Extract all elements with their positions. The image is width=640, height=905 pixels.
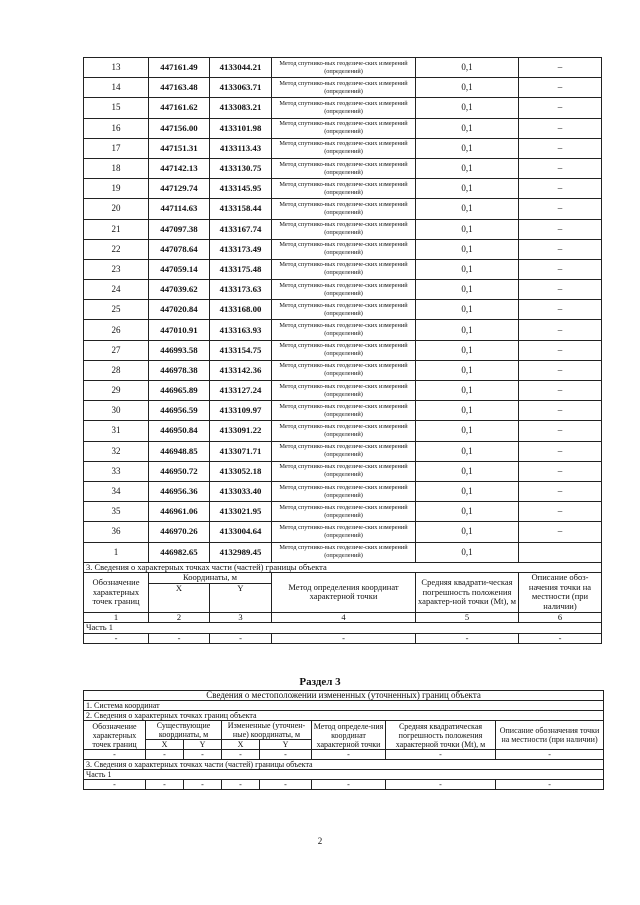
point-number: 18 [84, 158, 149, 178]
coord-x: 446956.36 [149, 481, 210, 501]
method-cell: Метод спутнико-вых геодезиче-ских измерений (определений) [272, 78, 416, 98]
coord-y: 4133173.49 [210, 239, 272, 259]
accuracy-cell: 0,1 [416, 441, 519, 461]
method-cell: Метод спутнико-вых геодезиче-ских измерений (определений) [272, 280, 416, 300]
coord-x: 446978.38 [149, 360, 210, 380]
point-number: 30 [84, 401, 149, 421]
table-row [84, 219, 602, 239]
header-method: Метод определения координат характерной точки [272, 573, 416, 613]
table-row [84, 441, 602, 461]
coord-x: 447097.38 [149, 219, 210, 239]
accuracy-cell: 0,1 [416, 158, 519, 178]
description-cell: – [519, 522, 602, 542]
coord-x: 447039.62 [149, 280, 210, 300]
empty-cell: - [149, 633, 210, 644]
accuracy-cell: 0,1 [416, 179, 519, 199]
coord-x: 447151.31 [149, 138, 210, 158]
s3-empty: - [84, 780, 146, 790]
table-row [84, 542, 602, 562]
coordinates-rows [84, 58, 602, 563]
s3-empty: - [84, 750, 146, 760]
description-cell: – [519, 461, 602, 481]
description-cell [519, 542, 602, 562]
point-number: 22 [84, 239, 149, 259]
coord-x: 447156.00 [149, 118, 210, 138]
parts-section [84, 562, 602, 644]
method-cell: Метод спутнико-вых геодезиче-ских измерений (определений) [272, 259, 416, 279]
coord-x: 447142.13 [149, 158, 210, 178]
s3-part-label: Часть 1 [84, 770, 604, 780]
point-number: 16 [84, 118, 149, 138]
point-number: 14 [84, 78, 149, 98]
description-cell: – [519, 98, 602, 118]
section3-table [83, 690, 604, 790]
table-row [84, 158, 602, 178]
table-row [84, 381, 602, 401]
description-cell: – [519, 381, 602, 401]
table-row [84, 522, 602, 542]
s3-empty: - [222, 750, 260, 760]
point-number: 19 [84, 179, 149, 199]
method-cell: Метод спутнико-вых геодезиче-ских измерений (определений) [272, 199, 416, 219]
coord-x: 446961.06 [149, 502, 210, 522]
accuracy-cell: 0,1 [416, 118, 519, 138]
method-cell: Метод спутнико-вых геодезиче-ских измерений (определений) [272, 98, 416, 118]
table-row [84, 98, 602, 118]
description-cell: – [519, 259, 602, 279]
coord-x: 447078.64 [149, 239, 210, 259]
accuracy-cell: 0,1 [416, 401, 519, 421]
coord-y: 4133071.71 [210, 441, 272, 461]
method-cell: Метод спутнико-вых геодезиче-ских измерений (определений) [272, 461, 416, 481]
s3-h-point: Обозначение характерных точек границ [84, 721, 146, 750]
col-num-1: 1 [84, 612, 149, 623]
accuracy-cell: 0,1 [416, 522, 519, 542]
accuracy-cell: 0,1 [416, 138, 519, 158]
coord-x: 447059.14 [149, 259, 210, 279]
description-cell: – [519, 118, 602, 138]
empty-cell: - [416, 633, 519, 644]
method-cell: Метод спутнико-вых геодезиче-ских измерений (определений) [272, 542, 416, 562]
point-number: 32 [84, 441, 149, 461]
accuracy-cell: 0,1 [416, 320, 519, 340]
s3-h-accuracy: Средняя квадратическая погрешность положения характерной точки (Мt), м [386, 721, 496, 750]
s3-empty: - [260, 780, 312, 790]
accuracy-cell: 0,1 [416, 421, 519, 441]
point-number: 33 [84, 461, 149, 481]
accuracy-cell: 0,1 [416, 360, 519, 380]
method-cell: Метод спутнико-вых геодезиче-ских измерений (определений) [272, 441, 416, 461]
boundary-points-row: 2. Сведения о характерных точках границ объекта [84, 711, 604, 721]
coord-x: 446950.72 [149, 461, 210, 481]
coord-y: 4133004.64 [210, 522, 272, 542]
description-cell: – [519, 441, 602, 461]
coord-y: 4133091.22 [210, 421, 272, 441]
empty-cell: - [84, 633, 149, 644]
coord-x: 446956.59 [149, 401, 210, 421]
method-cell: Метод спутнико-вых геодезиче-ских измерений (определений) [272, 502, 416, 522]
description-cell: – [519, 320, 602, 340]
accuracy-cell: 0,1 [416, 259, 519, 279]
method-cell: Метод спутнико-вых геодезиче-ских измерений (определений) [272, 421, 416, 441]
method-cell: Метод спутнико-вых геодезиче-ских измерений (определений) [272, 522, 416, 542]
description-cell: – [519, 481, 602, 501]
s3-empty: - [260, 750, 312, 760]
description-cell: – [519, 78, 602, 98]
coordinate-system-row: 1. Система координат [84, 701, 604, 711]
accuracy-cell: 0,1 [416, 58, 519, 78]
coord-y: 4133167.74 [210, 219, 272, 239]
accuracy-cell: 0,1 [416, 481, 519, 501]
coord-x: 446948.85 [149, 441, 210, 461]
header-description: Описание обоз-начения точки на местности (при наличии) [519, 573, 602, 613]
coord-y: 4133113.43 [210, 138, 272, 158]
s3-empty: - [222, 780, 260, 790]
s3-h-y2: Y [260, 740, 312, 750]
accuracy-cell: 0,1 [416, 199, 519, 219]
description-cell: – [519, 502, 602, 522]
accuracy-cell: 0,1 [416, 340, 519, 360]
accuracy-cell: 0,1 [416, 280, 519, 300]
coord-x: 447114.63 [149, 199, 210, 219]
method-cell: Метод спутнико-вых геодезиче-ских измерений (определений) [272, 118, 416, 138]
coord-y: 4133083.21 [210, 98, 272, 118]
part-label: Часть 1 [84, 623, 602, 634]
method-cell: Метод спутнико-вых геодезиче-ских измерений (определений) [272, 340, 416, 360]
col-num-2: 2 [149, 612, 210, 623]
method-cell: Метод спутнико-вых геодезиче-ских измерений (определений) [272, 320, 416, 340]
coord-y: 4132989.45 [210, 542, 272, 562]
table-row [84, 280, 602, 300]
accuracy-cell: 0,1 [416, 381, 519, 401]
method-cell: Метод спутнико-вых геодезиче-ских измерений (определений) [272, 401, 416, 421]
method-cell: Метод спутнико-вых геодезиче-ских измерений (определений) [272, 300, 416, 320]
accuracy-cell: 0,1 [416, 502, 519, 522]
description-cell: – [519, 199, 602, 219]
method-cell: Метод спутнико-вых геодезиче-ских измерений (определений) [272, 239, 416, 259]
col-num-4: 4 [272, 612, 416, 623]
table-row [84, 401, 602, 421]
description-cell: – [519, 360, 602, 380]
coord-y: 4133142.36 [210, 360, 272, 380]
table-row [84, 118, 602, 138]
description-cell: – [519, 138, 602, 158]
coord-y: 4133130.75 [210, 158, 272, 178]
header-y: Y [210, 583, 272, 612]
method-cell: Метод спутнико-вых геодезиче-ских измерений (определений) [272, 138, 416, 158]
s3-h-y1: Y [184, 740, 222, 750]
table-row [84, 320, 602, 340]
s3-h-changed: Измененные (уточнен-ные) координаты, м [222, 721, 312, 740]
coord-y: 4133145.95 [210, 179, 272, 199]
coord-y: 4133044.21 [210, 58, 272, 78]
s3-empty: - [146, 750, 184, 760]
description-cell: – [519, 300, 602, 320]
accuracy-cell: 0,1 [416, 542, 519, 562]
description-cell: – [519, 401, 602, 421]
header-coords: Координаты, м [149, 573, 272, 584]
s3-empty: - [496, 750, 604, 760]
s3-h-method: Метод определе-ния координат характерной точки [312, 721, 386, 750]
coord-y: 4133127.24 [210, 381, 272, 401]
col-num-5: 5 [416, 612, 519, 623]
s3-empty: - [184, 750, 222, 760]
table-row [84, 138, 602, 158]
page-number: 2 [317, 836, 323, 846]
accuracy-cell: 0,1 [416, 219, 519, 239]
method-cell: Метод спутнико-вых геодезиче-ских измерений (определений) [272, 179, 416, 199]
s3-empty: - [146, 780, 184, 790]
col-num-6: 6 [519, 612, 602, 623]
point-number: 36 [84, 522, 149, 542]
method-cell: Метод спутнико-вых геодезиче-ских измерений (определений) [272, 381, 416, 401]
description-cell: – [519, 58, 602, 78]
section3-header: Сведения о местоположении измененных (уточненных) границ объекта [84, 691, 604, 701]
table-row [84, 340, 602, 360]
table-row [84, 239, 602, 259]
method-cell: Метод спутнико-вых геодезиче-ских измерений (определений) [272, 158, 416, 178]
table-row [84, 58, 602, 78]
s3-empty: - [496, 780, 604, 790]
point-number: 20 [84, 199, 149, 219]
coord-y: 4133033.40 [210, 481, 272, 501]
point-number: 29 [84, 381, 149, 401]
accuracy-cell: 0,1 [416, 239, 519, 259]
point-number: 13 [84, 58, 149, 78]
s3-h-x2: X [222, 740, 260, 750]
point-number: 27 [84, 340, 149, 360]
coord-y: 4133021.95 [210, 502, 272, 522]
coord-x: 447020.84 [149, 300, 210, 320]
point-number: 35 [84, 502, 149, 522]
s3-h-x1: X [146, 740, 184, 750]
point-number: 31 [84, 421, 149, 441]
table-row [84, 360, 602, 380]
method-cell: Метод спутнико-вых геодезиче-ских измерений (определений) [272, 481, 416, 501]
s3-parts-row: 3. Сведения о характерных точках части (частей) границы объекта [84, 760, 604, 770]
table-row [84, 481, 602, 501]
description-cell: – [519, 340, 602, 360]
table-row [84, 199, 602, 219]
point-number: 26 [84, 320, 149, 340]
description-cell: – [519, 239, 602, 259]
s3-empty: - [386, 750, 496, 760]
coord-x: 447161.49 [149, 58, 210, 78]
coord-x: 446982.65 [149, 542, 210, 562]
coord-y: 4133154.75 [210, 340, 272, 360]
s3-h-existing: Существующие координаты, м [146, 721, 222, 740]
method-cell: Метод спутнико-вых геодезиче-ских измерений (определений) [272, 58, 416, 78]
description-cell: – [519, 280, 602, 300]
method-cell: Метод спутнико-вых геодезиче-ских измерений (определений) [272, 360, 416, 380]
s3-empty: - [386, 780, 496, 790]
header-point-label: Обозначение характерных точек границ [84, 573, 149, 613]
coord-x: 447161.62 [149, 98, 210, 118]
point-number: 1 [84, 542, 149, 562]
table-row [84, 78, 602, 98]
empty-cell: - [272, 633, 416, 644]
coord-x: 446993.58 [149, 340, 210, 360]
table-row [84, 421, 602, 441]
header-accuracy: Средняя квадрати-ческая погрешность положения характер-ной точки (Мt), м [416, 573, 519, 613]
coord-y: 4133175.48 [210, 259, 272, 279]
point-number: 28 [84, 360, 149, 380]
coord-y: 4133168.00 [210, 300, 272, 320]
coord-x: 447010.91 [149, 320, 210, 340]
accuracy-cell: 0,1 [416, 98, 519, 118]
col-num-3: 3 [210, 612, 272, 623]
coord-x: 446970.26 [149, 522, 210, 542]
s3-empty: - [312, 750, 386, 760]
table-row [84, 179, 602, 199]
coord-y: 4133158.44 [210, 199, 272, 219]
point-number: 21 [84, 219, 149, 239]
description-cell: – [519, 158, 602, 178]
point-number: 24 [84, 280, 149, 300]
description-cell: – [519, 179, 602, 199]
coord-x: 447129.74 [149, 179, 210, 199]
s3-h-description: Описание обозначения точки на местности (при наличии) [496, 721, 604, 750]
point-number: 34 [84, 481, 149, 501]
table-row [84, 300, 602, 320]
coord-y: 4133063.71 [210, 78, 272, 98]
coordinates-table [83, 57, 602, 644]
coord-y: 4133101.98 [210, 118, 272, 138]
accuracy-cell: 0,1 [416, 461, 519, 481]
table-row [84, 259, 602, 279]
coord-y: 4133052.18 [210, 461, 272, 481]
coord-y: 4133163.93 [210, 320, 272, 340]
point-number: 17 [84, 138, 149, 158]
coord-y: 4133173.63 [210, 280, 272, 300]
accuracy-cell: 0,1 [416, 78, 519, 98]
coord-x: 446950.84 [149, 421, 210, 441]
point-number: 23 [84, 259, 149, 279]
empty-cell: - [210, 633, 272, 644]
description-cell: – [519, 421, 602, 441]
point-number: 15 [84, 98, 149, 118]
point-number: 25 [84, 300, 149, 320]
empty-cell: - [519, 633, 602, 644]
table-row [84, 461, 602, 481]
accuracy-cell: 0,1 [416, 300, 519, 320]
header-x: X [149, 583, 210, 612]
coord-x: 447163.48 [149, 78, 210, 98]
s3-empty: - [312, 780, 386, 790]
table-row [84, 502, 602, 522]
description-cell: – [519, 219, 602, 239]
coord-x: 446965.89 [149, 381, 210, 401]
coord-y: 4133109.97 [210, 401, 272, 421]
s3-empty: - [184, 780, 222, 790]
section-title: Раздел 3 [299, 676, 341, 688]
method-cell: Метод спутнико-вых геодезиче-ских измерений (определений) [272, 219, 416, 239]
parts-heading: 3. Сведения о характерных точках части (частей) границы объекта [84, 562, 602, 573]
